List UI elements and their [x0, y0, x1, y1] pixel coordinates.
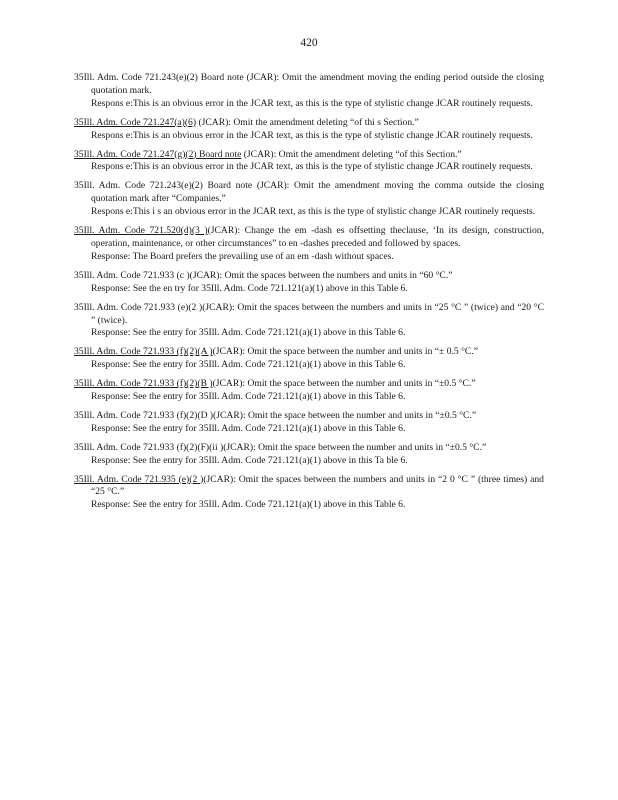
comment-text: [74, 149, 544, 162]
comment-entry: [74, 442, 544, 468]
comment-body: (JCAR): Omit the amendment deleting “of this Section.”: [241, 148, 462, 160]
comment-entry: [74, 117, 544, 143]
board-response: Response: See the en try for 35Ill. Adm. Code 721.121(a)(1) above in this Table 6.: [91, 282, 408, 294]
comment-entry: [74, 302, 544, 341]
comment-entry: [74, 180, 544, 219]
rule-citation: 35Ill. Adm. Code 721.520(d)(3 ): [74, 225, 208, 237]
board-response: Respons e:This i s an obvious error in the JCAR text, as this is the type of stylistic change JCAR routinely requests.: [91, 206, 536, 218]
comment-body: Omit the amendment moving the ending period outside the closing quotation mark.: [91, 72, 544, 96]
comment-body: (JCAR): Omit the spaces between the numbers and units in “25 °C ” (twice) and “20 °C ” (twice).: [91, 301, 544, 326]
comment-text: [74, 72, 544, 98]
comment-body: (JCAR): Omit the spaces between the numbers and units in “60 °C.”: [189, 269, 453, 281]
comment-body: (JCAR): Omit the spaces between the numbers and units in “2 0 °C ” (three times) and “25 °C.”: [91, 473, 544, 498]
comment-body: (JCAR): Omit the space between the number and units in “±0.5 °C.”: [212, 378, 476, 390]
rule-citation: 35Ill. Adm. Code 721.935 (e)(2 ): [74, 473, 204, 485]
comment-entry: [74, 72, 544, 111]
board-response: Response: See the entry for 35Ill. Adm. Code 721.121(a)(1) above in this Table 6.: [91, 422, 406, 434]
comment-body: (JCAR): Change the em -dash es offsetting theclause, ‘In its design, construction, operation, maintenance, or other circumstances” to en -dashes preceded and followed by spaces.: [91, 225, 544, 249]
comment-entry: [74, 270, 544, 296]
board-response: Respons e:This is an obvious error in the JCAR text, as this is the type of stylistic change JCAR routinely requests.: [91, 97, 533, 109]
comment-text: [74, 410, 544, 423]
comment-entry: [74, 474, 544, 513]
comment-entry: [74, 225, 544, 264]
comment-entry: [74, 149, 544, 175]
board-response: Response: See the entry for 35Ill. Adm. Code 721.121(a)(1) above in this Table 6.: [91, 359, 406, 371]
rule-citation: 35Ill. Adm. Code 721.247(a)(6): [74, 116, 197, 128]
comment-text: [74, 270, 544, 283]
comment-text: [74, 302, 544, 328]
rule-citation: 35Ill. Adm. Code 721.933 (c ): [74, 269, 190, 281]
board-response: Respons e:This is an obvious error in the JCAR text, as this is the type of stylistic change JCAR routinely requests.: [91, 129, 533, 141]
comment-entry: [74, 410, 544, 436]
comment-entry: [74, 378, 544, 404]
rule-citation: 35Ill. Adm. Code 721.247(g)(2) Board note: [74, 148, 242, 160]
rule-citation: 35Ill. Adm. Code 721.933 (f)(2)(A ): [74, 346, 213, 358]
comment-body: Omit the amendment moving the comma outside the closing quotation mark after “Companies.”: [91, 180, 544, 205]
comment-text: [74, 117, 544, 130]
comment-response-list: [74, 72, 544, 518]
board-response: Response: See the entry for 35Ill. Adm. Code 721.121(a)(1) above in this Ta ble 6.: [91, 454, 408, 466]
rule-citation: 35Ill. Adm. Code 721.933 (e)(2 ): [74, 301, 203, 313]
comment-body: (JCAR): Omit the amendment deleting “of thi s Section.”: [196, 116, 419, 128]
board-response: Response: See the entry for 35Ill. Adm. Code 721.121(a)(1) above in this Table 6.: [91, 327, 406, 339]
comment-body: (JCAR): Omit the space between the number and units in “±0.5 °C.”: [223, 441, 487, 453]
comment-text: [74, 346, 544, 359]
comment-text: [74, 442, 544, 455]
comment-body: (JCAR): Omit the space between the number and units in “±0.5 °C.”: [213, 409, 477, 421]
board-response: Respons e:This is an obvious error in the JCAR text, as this is the type of stylistic change JCAR routinely requests.: [91, 161, 533, 173]
comment-text: [74, 180, 544, 206]
board-response: Response: See the entry for 35Ill. Adm. Code 721.121(a)(1) above in this Table 6.: [91, 499, 406, 511]
rule-citation: 35Ill. Adm. Code 721.933 (f)(2)(F)(ii ): [74, 441, 224, 453]
rule-citation: 35Ill. Adm. Code 721.243(e)(2) Board note (JCAR):: [74, 72, 280, 83]
comment-text: [74, 378, 544, 391]
rule-citation: 35Ill. Adm. Code 721.933 (f)(2)(B ): [74, 378, 213, 390]
rule-citation: 35Ill. Adm. Code 721.243(e)(2) Board note (JCAR):: [74, 180, 290, 192]
comment-text: [74, 474, 544, 500]
comment-entry: [74, 346, 544, 372]
board-response: Response: See the entry for 35Ill. Adm. Code 721.121(a)(1) above in this Table 6.: [91, 391, 406, 403]
page-number: 420: [300, 37, 318, 49]
comment-text: [74, 225, 544, 251]
comment-body: (JCAR): Omit the space between the number and units in “± 0.5 °C.”: [212, 346, 478, 358]
rule-citation: 35Ill. Adm. Code 721.933 (f)(2)(D ): [74, 409, 214, 421]
board-response: Response: The Board prefers the prevailing use of an em -dash without spaces.: [91, 250, 394, 262]
